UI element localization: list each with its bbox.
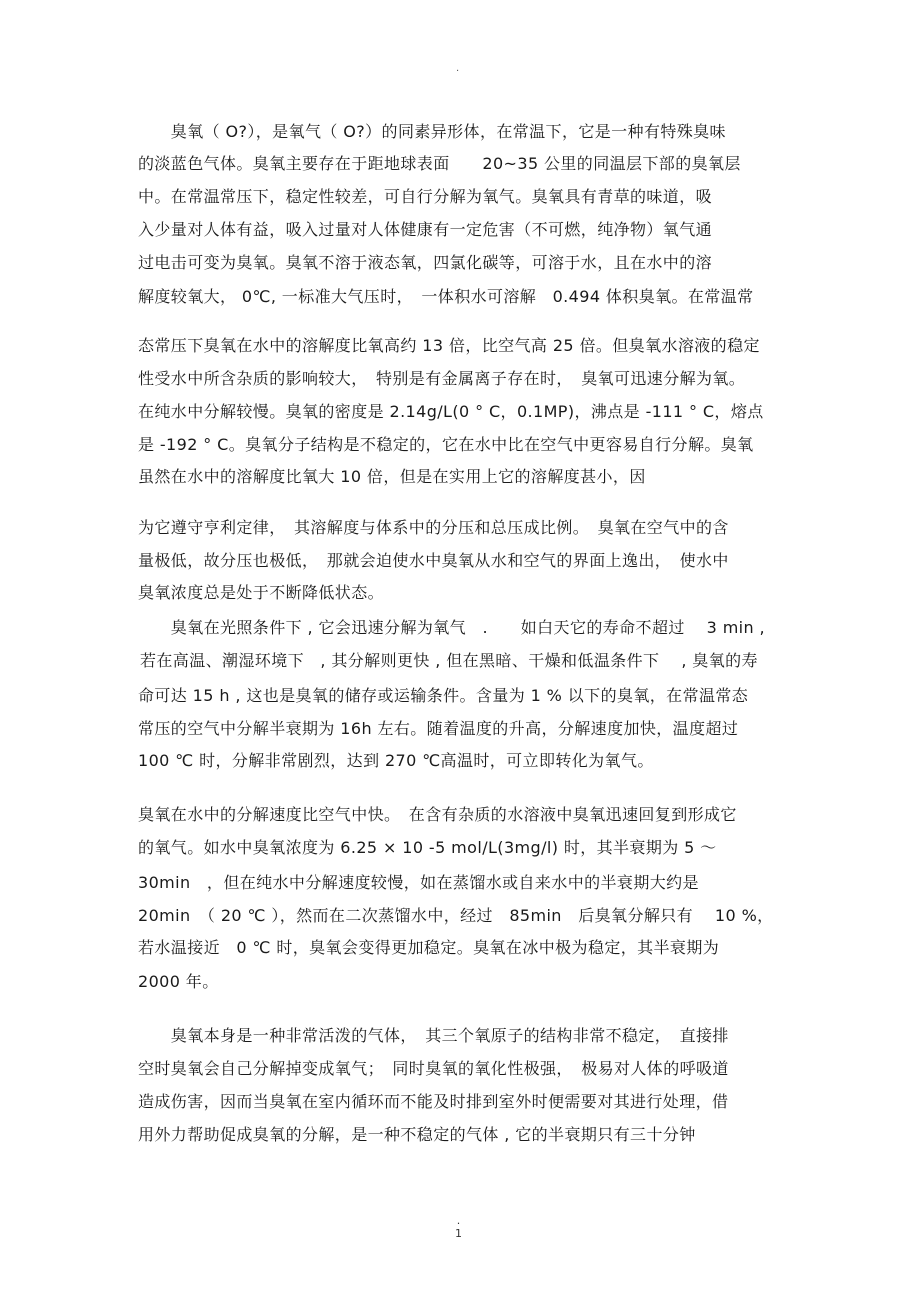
text-line: 命可达 15 h , 这也是臭氧的储存或运输条件。含量为 1 % 以下的臭氧，在常温常态 (138, 686, 749, 705)
text-line: 解度较氧大， 0℃, 一标准大气压时， 一体积水可溶解 0.494 体积臭氧。在常温常 (138, 287, 754, 306)
text-line: 虽然在水中的溶解度比氧大 10 倍，但是在实用上它的溶解度甚小，因 (138, 467, 646, 486)
header-mark: . (456, 63, 460, 74)
text-line: 入少量对人体有益，吸入过量对人体健康有一定危害（不可燃，纯净物）氧气通 (138, 220, 713, 239)
text-line: 2000 年。 (138, 972, 219, 991)
text-line: 20min （ 20 ℃ ），然而在二次蒸馏水中，经过 85min 后臭氧分解只有 10 %， (138, 906, 774, 925)
text-line: 臭氧本身是一种非常活泼的气体， 其三个氧原子的结构非常不稳定， 直接排 (138, 1026, 729, 1045)
text-line: 过电击可变为臭氧。臭氧不溶于液态氧，四氯化碳等，可溶于水，且在水中的溶 (138, 253, 713, 272)
text-line: 为它遵守亨利定律， 其溶解度与体系中的分压和总压成比例。 臭氧在空气中的含 (138, 518, 729, 537)
text-line: 100 ℃ 时，分解非常剧烈，达到 270 ℃高温时，可立即转化为氧气。 (138, 751, 654, 770)
text-line: 空时臭氧会自己分解掉变成氧气； 同时臭氧的氧化性极强， 极易对人体的呼吸道 (138, 1059, 729, 1078)
text-line: 态常压下臭氧在水中的溶解度比氧高约 13 倍，比空气高 25 倍。但臭氧水溶液的稳定 (138, 336, 760, 355)
text-line: 造成伤害，因而当臭氧在室内循环而不能及时排到室外时便需要对其进行处理，借 (138, 1092, 729, 1111)
text-line: 臭氧浓度总是处于不断降低状态。 (138, 583, 385, 602)
text-line: 臭氧在光照条件下 , 它会迅速分解为氧气 . 如白天它的寿命不超过 3 min , (138, 618, 766, 637)
text-line: 臭氧在水中的分解速度比空气中快。 在含有杂质的水溶液中臭氧迅速回复到形成它 (138, 805, 737, 824)
text-line: 的淡蓝色气体。臭氧主要存在于距地球表面 20~35 公里的同温层下部的臭氧层 (138, 154, 741, 173)
text-line: 若水温接近 0 ℃ 时，臭氧会变得更加稳定。臭氧在冰中极为稳定，其半衰期为 (138, 938, 720, 957)
page-number: 1 (455, 1227, 462, 1240)
footer-mark: . (456, 1214, 461, 1227)
text-line: 是 -192 ° C。臭氧分子结构是不稳定的，它在水中比在空气中更容易自行分解。臭氧 (138, 435, 754, 454)
text-line: 量极低，故分压也极低， 那就会迫使水中臭氧从水和空气的界面上逸出， 使水中 (138, 551, 729, 570)
text-line: 的氧气。如水中臭氧浓度为 6.25 × 10 -5 mol/L(3mg/l) 时，其半衰期为 5 ～ (138, 838, 717, 857)
text-line: 30min ，但在纯水中分解速度较慢，如在蒸馏水或自来水中的半衰期大约是 (138, 873, 699, 892)
text-line: 常压的空气中分解半衰期为 16h 左右。随着温度的升高，分解速度加快，温度超过 (138, 719, 739, 738)
text-line: 性受水中所含杂质的影响较大， 特别是有金属离子存在时， 臭氧可迅速分解为氧。 (138, 369, 746, 388)
text-line: 中。在常温常压下，稳定性较差，可自行分解为氧气。臭氧具有青草的味道，吸 (138, 187, 713, 206)
text-line: 用外力帮助促成臭氧的分解，是一种不稳定的气体 , 它的半衰期只有三十分钟 (138, 1125, 696, 1144)
text-line: 臭氧（ O?），是氧气（ O?）的同素异形体，在常温下，它是一种有特殊臭味 (138, 122, 726, 141)
text-line: 在纯水中分解较慢。臭氧的密度是 2.14g/L(0 ° C，0.1MP)，沸点是 -111 ° C，熔点 (138, 402, 764, 421)
text-line: 若在高温、潮湿环境下 , 其分解则更快 , 但在黑暗、干燥和低温条件下 , 臭氧的寿 (140, 651, 758, 670)
page-footer (455, 1214, 462, 1240)
